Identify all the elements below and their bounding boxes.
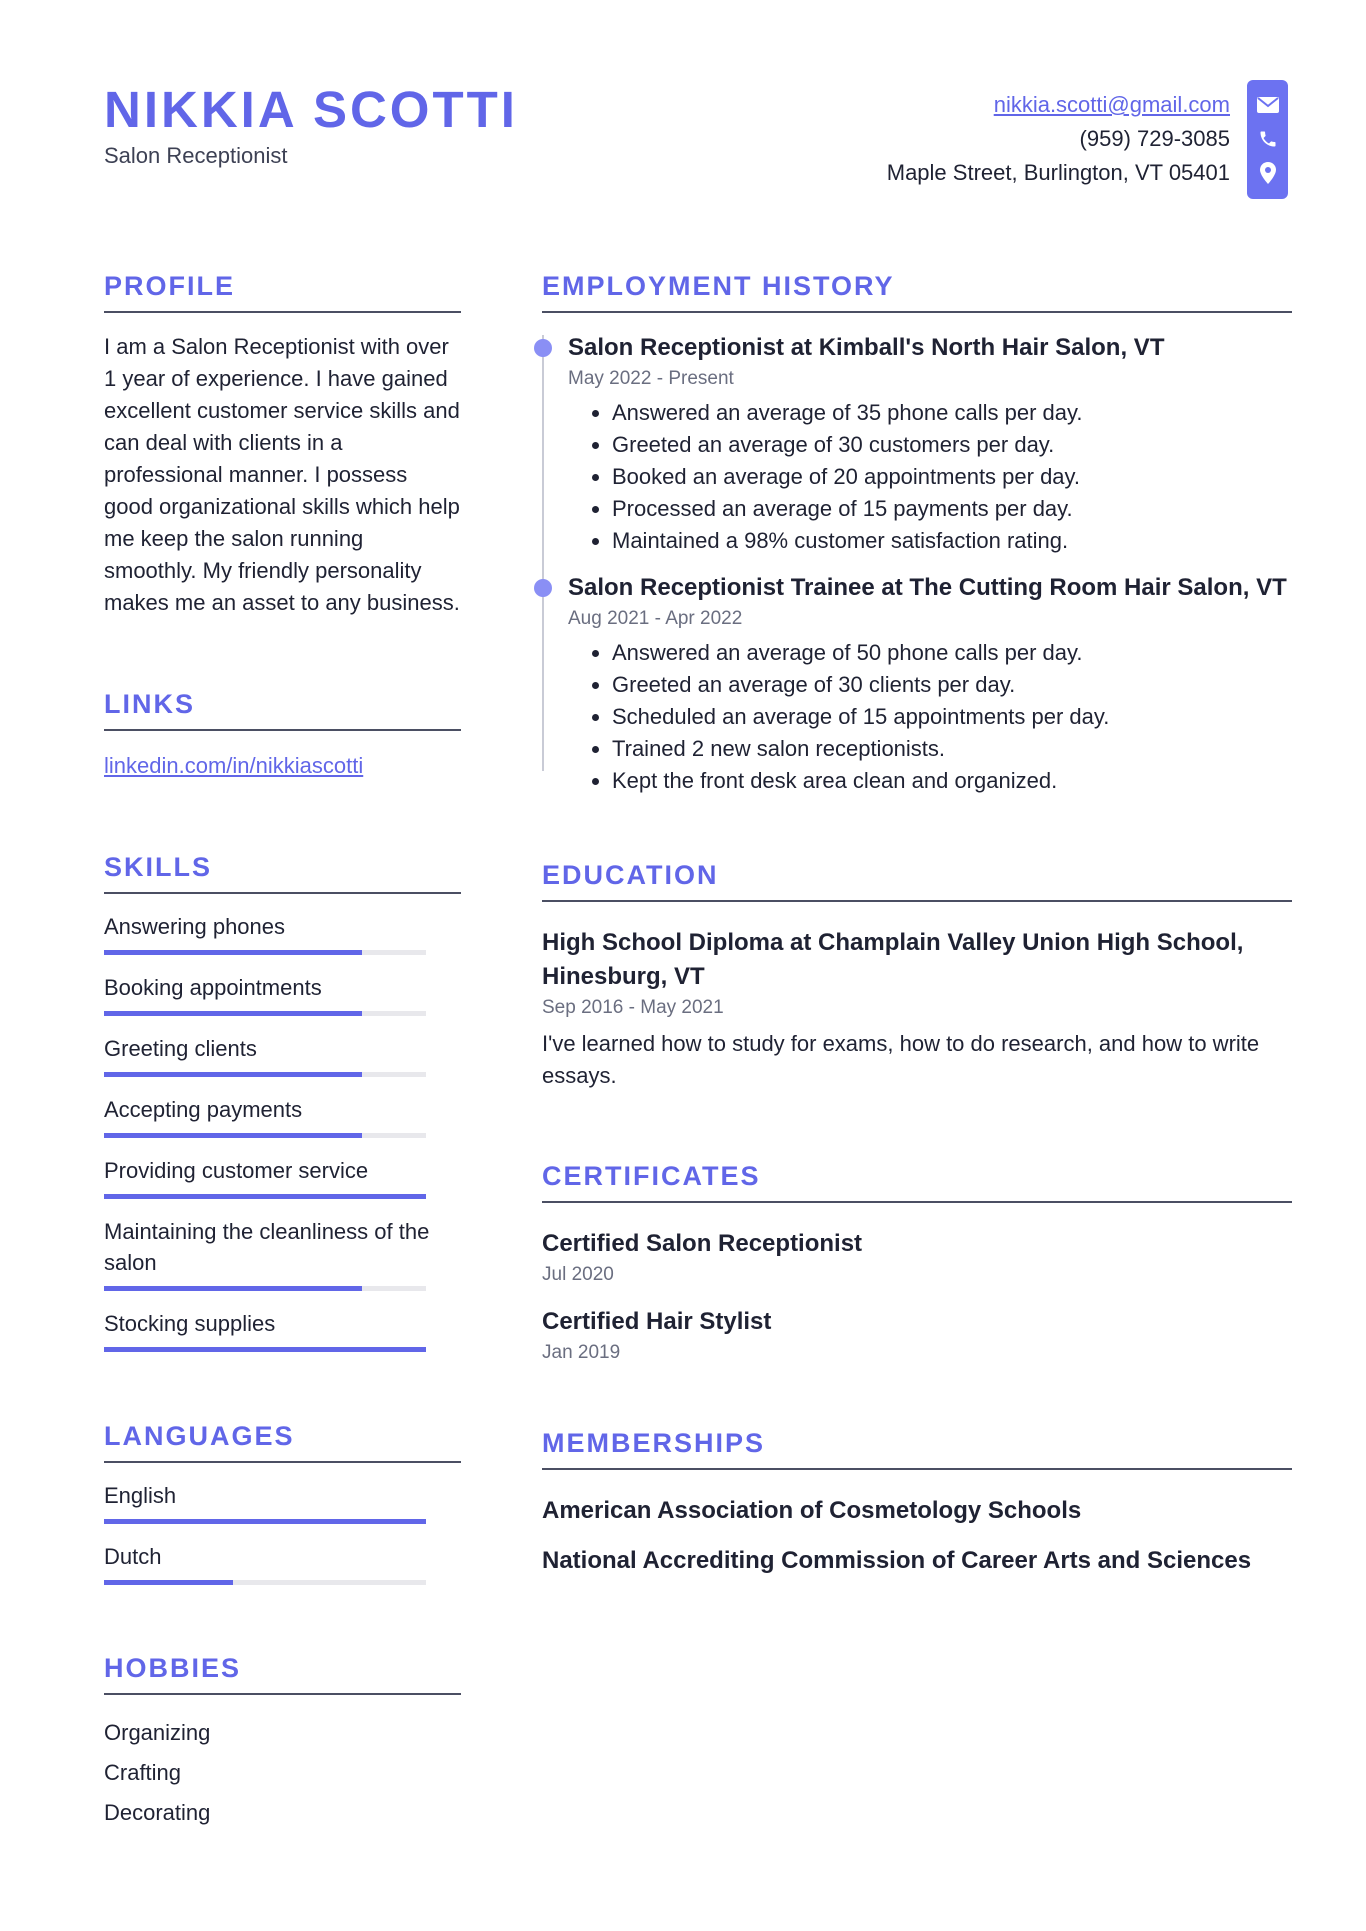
membership-item: American Association of Cosmetology Schools [542,1497,1082,1524]
skill-bar [104,1011,426,1016]
contact-icon-bar [1247,80,1288,199]
job-bullet: • Scheduled an average of 15 appointments per day. [612,701,1292,733]
skill-label: Maintaining the cleanliness of the salon [104,1219,430,1275]
email-link[interactable]: nikkia.scotti@gmail.com [993,92,1230,117]
education-title: High School Diploma at Champlain Valley Union High School, Hinesburg, VT [542,929,1244,990]
job-title: Salon Receptionist at Kimball's North Hair Salon, VT [568,334,1165,361]
employment-section [542,270,1292,797]
language-item [104,1541,461,1585]
candidate-role: Salon Receptionist [104,143,288,168]
membership-item: National Accrediting Commission of Career Arts and Sciences [542,1547,1252,1574]
skill-bar [104,1347,426,1352]
hobbies-section [104,1652,461,1833]
hobbies-heading: HOBBIES [104,1652,461,1695]
profile-heading: PROFILE [104,270,461,313]
right-column [542,270,1292,1578]
job-bullet: • Answered an average of 35 phone calls per day. [612,397,1292,429]
certificate-date: Jul 2020 [542,1264,614,1285]
timeline-line [542,335,544,771]
language-bar [104,1580,426,1585]
job-entry [568,571,1292,797]
language-bar-fill [104,1519,426,1524]
job-bullet: • Maintained a 98% customer satisfaction rating. [612,525,1292,557]
memberships-section [542,1427,1292,1578]
hobby-item: Crafting [104,1760,182,1785]
skill-bar-fill [104,1194,426,1199]
skill-item [104,1155,461,1199]
language-bar-fill [104,1580,233,1585]
memberships-heading: MEMBERSHIPS [542,1427,1292,1470]
hobby-item: Decorating [104,1800,211,1825]
certificate-date: Jan 2019 [542,1342,621,1363]
job-bullet: • Greeted an average of 30 clients per day. [612,669,1292,701]
candidate-name: NIKKIA SCOTTI [104,81,518,138]
skill-bar [104,1194,426,1199]
certificates-section [542,1160,1292,1367]
certificates-heading: CERTIFICATES [542,1160,1292,1203]
skill-item [104,1094,461,1138]
map-pin-icon [1247,156,1288,190]
language-bar [104,1519,426,1524]
left-column [104,270,461,1833]
education-heading: EDUCATION [542,859,1292,902]
phone-number: (959) 729-3085 [1079,126,1230,151]
languages-section [104,1420,461,1585]
job-bullet: • Trained 2 new salon receptionists. [612,733,1292,765]
skill-bar [104,1133,426,1138]
job-title: Salon Receptionist Trainee at The Cutting Room Hair Salon, VT [568,574,1287,601]
education-dates: Sep 2016 - May 2021 [542,997,724,1018]
skill-item [104,911,461,955]
skill-label: Answering phones [104,914,286,939]
job-entry [568,331,1292,557]
skill-bar-fill [104,1011,362,1016]
envelope-icon [1247,88,1288,122]
certificate-title: Certified Hair Stylist [542,1308,772,1335]
timeline-dot [534,339,552,357]
employment-list [542,331,1292,797]
links-section [104,688,461,779]
skill-bar-fill [104,1072,362,1077]
profile-text: I am a Salon Receptionist with over 1 year of experience. I have gained excellent customer service skills and can deal with clients in a professional manner. I possess good organizational skills which help me keep the salon running smoothly. My friendly personality makes me an asset to any business. [104,334,460,615]
timeline-dot [534,579,552,597]
language-item [104,1480,461,1524]
skills-heading: SKILLS [104,851,461,894]
skill-label: Accepting payments [104,1097,303,1122]
skill-bar-fill [104,1133,362,1138]
links-heading: LINKS [104,688,461,731]
hobby-item: Organizing [104,1720,211,1745]
contact-block [887,88,1230,190]
skill-bar [104,950,426,955]
skill-label: Providing customer service [104,1158,369,1183]
profile-section [104,270,461,619]
skill-bar-fill [104,1347,426,1352]
job-bullet: • Answered an average of 50 phone calls per day. [612,637,1292,669]
address: Maple Street, Burlington, VT 05401 [886,160,1230,185]
skill-item [104,972,461,1016]
skill-label: Booking appointments [104,975,322,1000]
skill-bar [104,1286,426,1291]
skill-item [104,1216,461,1291]
skill-item [104,1308,461,1352]
skill-label: Stocking supplies [104,1311,276,1336]
phone-icon [1247,122,1288,156]
language-label: Dutch [104,1544,162,1569]
job-bullet: • Processed an average of 15 payments per day. [612,493,1292,525]
education-section [542,859,1292,1092]
job-dates: May 2022 - Present [568,368,734,389]
job-dates: Aug 2021 - Apr 2022 [568,608,743,629]
certificate-title: Certified Salon Receptionist [542,1230,863,1257]
job-bullets [568,397,1292,557]
employment-heading: EMPLOYMENT HISTORY [542,270,1292,313]
skill-label: Greeting clients [104,1036,257,1061]
skill-bar [104,1072,426,1077]
skill-bar-fill [104,1286,362,1291]
skill-bar-fill [104,950,362,955]
education-description: I've learned how to study for exams, how to do research, and how to write essays. [542,1031,1260,1088]
languages-heading: LANGUAGES [104,1420,461,1463]
language-label: English [104,1483,177,1508]
job-bullet: • Greeted an average of 30 customers per day. [612,429,1292,461]
linkedin-link[interactable]: linkedin.com/in/nikkiascotti [104,753,364,778]
skills-section [104,851,461,1352]
job-bullet: • Booked an average of 20 appointments per day. [612,461,1292,493]
job-bullets [568,637,1292,797]
job-bullet: • Kept the front desk area clean and organized. [612,765,1292,797]
certificate-item [542,1305,1292,1367]
skill-item [104,1033,461,1077]
certificate-item [542,1227,1292,1289]
